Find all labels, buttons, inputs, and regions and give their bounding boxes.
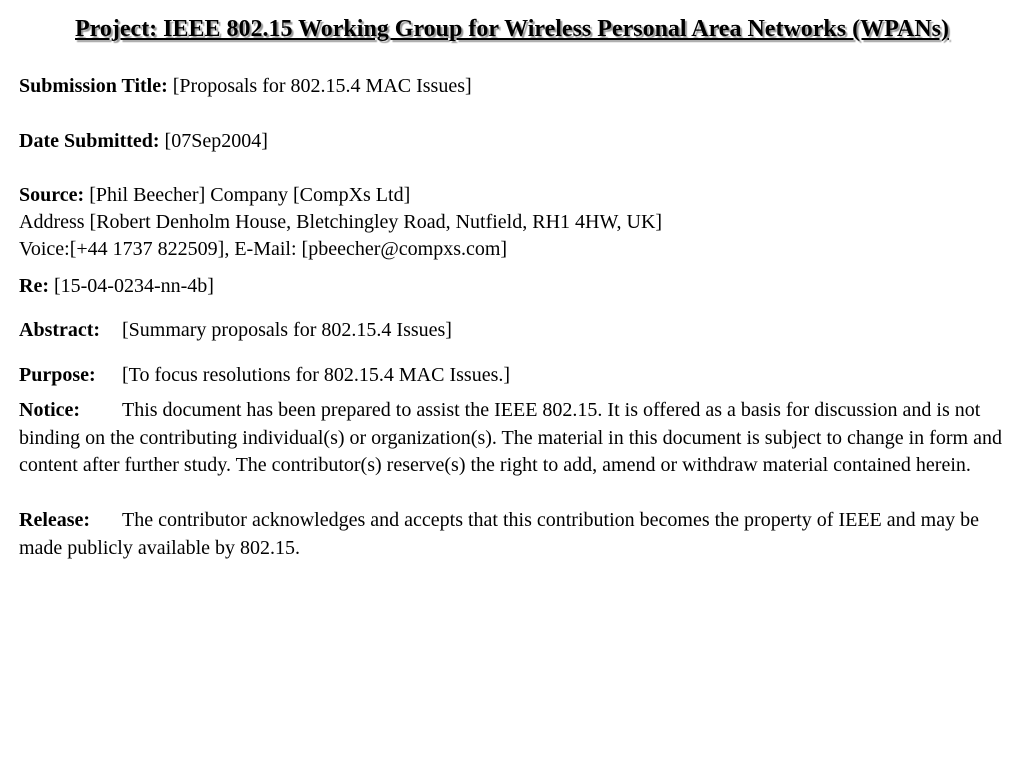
source-label: Source: — [19, 184, 85, 206]
submission-title-label: Submission Title: — [19, 75, 168, 97]
submission-title-row — [19, 73, 1009, 100]
purpose-label: Purpose: — [19, 364, 96, 386]
date-submitted-row — [19, 128, 1009, 155]
submission-title-value: [Proposals for 802.15.4 MAC Issues] — [172, 75, 472, 97]
date-submitted-label: Date Submitted: — [19, 130, 160, 152]
abstract-value: [Summary proposals for 802.15.4 Issues] — [122, 319, 452, 341]
contact-line: Voice:[+44 1737 822509], E-Mail: [pbeecher@compxs.com] — [19, 238, 508, 260]
purpose-row — [19, 362, 1009, 389]
re-label: Re: — [19, 275, 49, 297]
re-row — [19, 273, 1009, 300]
abstract-label: Abstract: — [19, 319, 101, 341]
release-text: The contributor acknowledges and accepts that this contribution becomes the property of IEEE and may be made publicly available by 802.15. — [19, 509, 979, 559]
date-submitted-value: [07Sep2004] — [164, 130, 268, 152]
source-value: [Phil Beecher] Company [CompXs Ltd] — [89, 184, 411, 206]
release-label: Release: — [19, 509, 91, 531]
abstract-row — [19, 317, 1009, 344]
notice-text: This document has been prepared to assist the IEEE 802.15. It is offered as a basis for discussion and is not binding on the contributing individual(s) or organization(s). The material in this document is subject to change in form and content after further study. The contributor(s) reserve(s) the right to add, amend or withdraw material contained herein. — [19, 399, 1002, 476]
source-row — [19, 182, 1009, 209]
purpose-value: [To focus resolutions for 802.15.4 MAC Issues.] — [122, 364, 511, 386]
notice-label: Notice: — [19, 399, 81, 421]
re-value: [15-04-0234-nn-4b] — [53, 275, 214, 297]
page-title: Project: IEEE 802.15 Working Group for Wireless Personal Area Networks (WPANs) — [75, 16, 949, 42]
release-paragraph — [19, 507, 1009, 562]
address-line: Address [Robert Denholm House, Bletchingley Road, Nutfield, RH1 4HW, UK] — [19, 211, 663, 233]
notice-paragraph — [19, 397, 1009, 480]
